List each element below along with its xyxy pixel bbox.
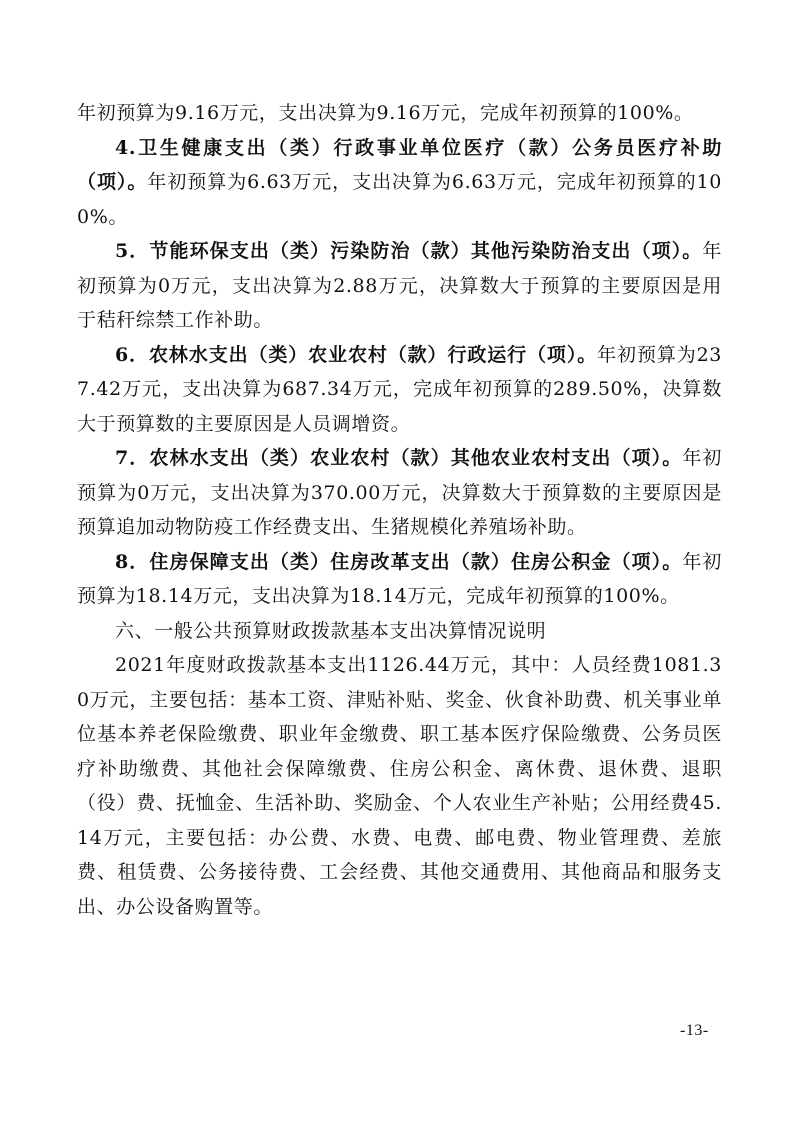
item-text: 年初预算为237.42万元，支出决算为687.34万元，完成年初预算的289.50%，决算数大于预算数的主要原因是人员调增资。 (77, 343, 722, 435)
item-title: 4.卫生健康支出（类）行政事业单位医疗（款）公务员医疗补助（项）。 (77, 136, 722, 193)
paragraph-item-8 (77, 545, 722, 614)
item-title: 6．农林水支出（类）农业农村（款）行政运行（项）。 (115, 343, 598, 366)
item-text: 年初预算为0万元，支出决算为370.00万元，决算数大于预算数的主要原因是预算追加动物防疫工作经费支出、生猪规模化养殖场补助。 (77, 447, 723, 538)
section-body: 2021年度财政拨款基本支出1126.44万元，其中：人员经费1081.30万元，主要包括：基本工资、津贴补贴、奖金、伙食补助费、机关事业单位基本养老保险缴费、职业年金缴费、职工基本医疗保险缴费、公务员医疗补助缴费、其他社会保障缴费、住房公积金、离休费、退休费、退职（役）费、抚恤金、生活补助、奖励金、个人农业生产补贴；公用经费45.14万元，主要包括：办公费、水费、电费、邮电费、物业管理费、差旅费、租赁费、公务接待费、工会经费、其他交通费用、其他商品和服务支出、办公设备购置等。 (77, 654, 722, 918)
paragraph-item-7 (77, 441, 722, 545)
page-number: -13- (680, 1022, 709, 1039)
item-title: 5．节能环保支出（类）污染防治（款）其他污染防治支出（项）。 (115, 240, 703, 262)
item-text: 年初预算为6.63万元，支出决算为6.63万元，完成年初预算的100%。 (77, 171, 722, 228)
paragraph-text: 年初预算为9.16万元，支出决算为9.16万元，完成年初预算的100%。 (77, 102, 694, 124)
paragraph-item-4 (77, 131, 722, 235)
paragraph-item-5 (77, 234, 722, 338)
paragraph-continuation (77, 96, 722, 131)
item-title: 8．住房保障支出（类）住房改革支出（款）住房公积金（项）。 (115, 550, 683, 573)
document-page (77, 96, 722, 924)
paragraph-item-6 (77, 338, 722, 442)
section-heading: 六、一般公共预算财政拨款基本支出决算情况说明 (115, 619, 547, 642)
item-text: 年初预算为0万元，支出决算为2.88万元，决算数大于预算的主要原因是用于秸秆综禁工作补助。 (77, 240, 722, 331)
item-title: 7．农林水支出（类）农业农村（款）其他农业农村支出（项）。 (115, 447, 683, 469)
item-text: 年初预算为18.14万元，支出决算为18.14万元，完成年初预算的100%。 (77, 550, 723, 607)
